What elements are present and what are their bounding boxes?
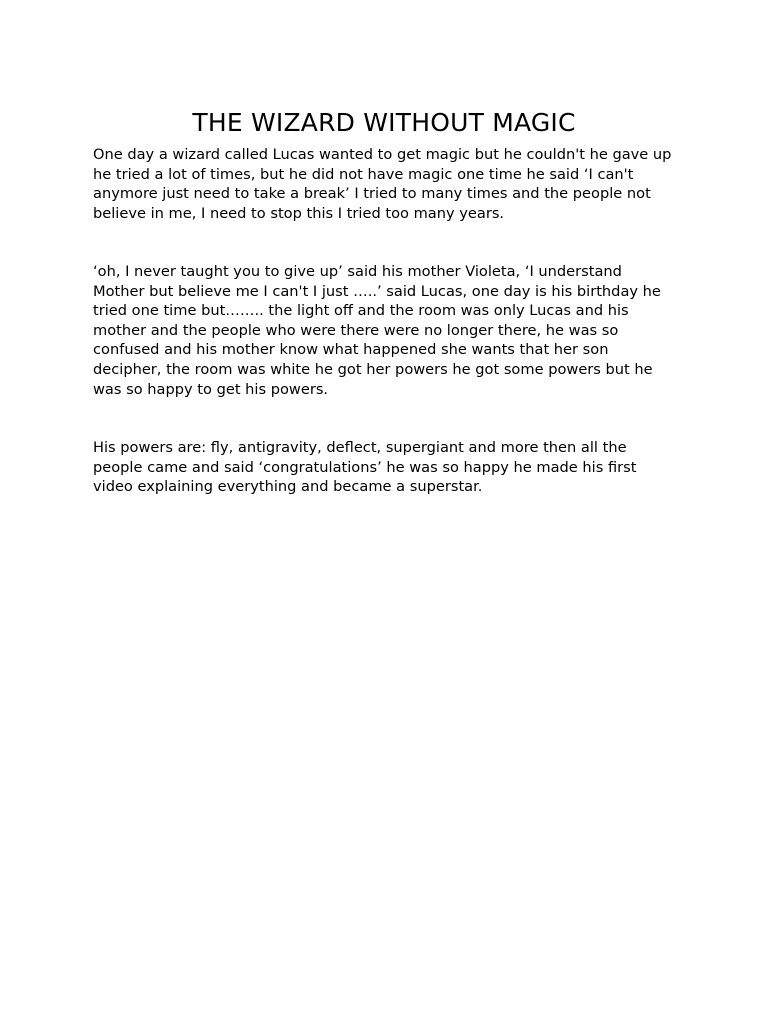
document-title: THE WIZARD WITHOUT MAGIC	[192, 108, 576, 137]
paragraph-2: ‘oh, I never taught you to give up’ said his mother Violeta, ‘I understand Mother but believe me I can't I just …..’ said Lucas, one day is his birthday he tried one time but…….. the light off and the room was only Lucas and his mother and the people who were there were no longer there, he was so confused and his mother know what happened she wants that her son decipher, the room was white he got her powers he got some powers but he was so happy to get his powers.	[93, 263, 661, 398]
paragraph-1: One day a wizard called Lucas wanted to get magic but he couldn't he gave up he tried a lot of times, but he did not have magic one time he said ‘I can't anymore just need to take a break’ I tried to many times and the people not believe in me, I need to stop this I tried too many years.	[93, 146, 672, 222]
paragraph-3: His powers are: fly, antigravity, deflect, supergiant and more then all the people came and said ‘congratulations’ he was so happy he made his first video explaining everything and became a superstar.	[93, 439, 637, 496]
